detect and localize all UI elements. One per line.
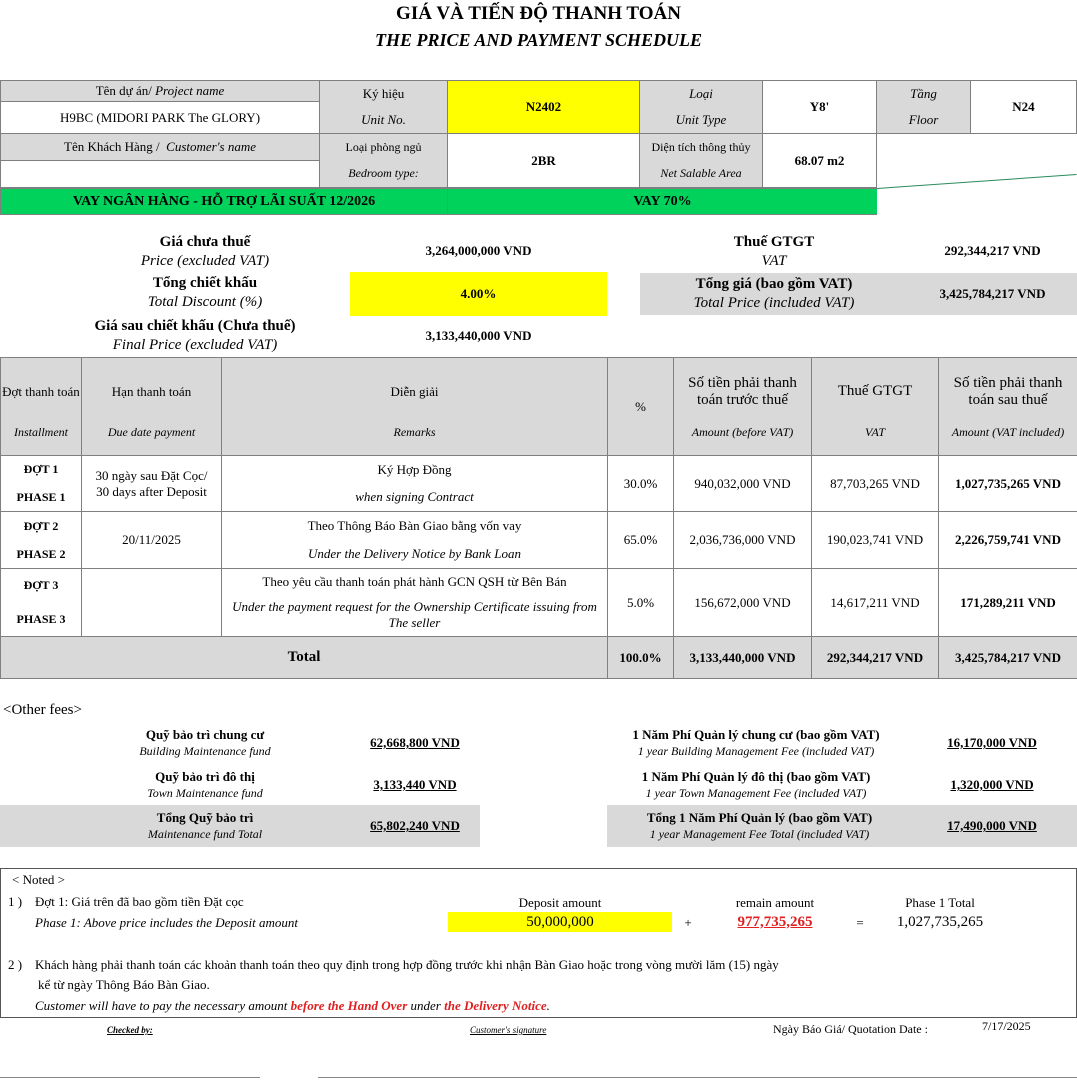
fee-left-3-label: Tổng Quỹ bảo trì Maintenance fund Total [147,810,263,841]
header-remarks: Diễn giải Remarks [222,358,608,456]
header-vat: Thuế GTGT VAT [812,358,939,456]
note-2-vn-line1: Khách hàng phải thanh toán các khoản thanh toán theo quy định trong hợp đồng trước khi nhận Bàn Giao hoặc trong vòng mười lăm (15) ngày [35,957,779,972]
fee-right-3-label: Tổng 1 Năm Phí Quản lý (bao gồm VAT) 1 year Management Fee Total (included VAT) [646,810,873,841]
discount-label: Tổng chiết khấu Total Discount (%) [147,275,263,310]
other-fees-title: <Other fees> [3,702,82,718]
type-value: Y8' [763,80,877,134]
fee-left-1-value: 62,668,800 VND [370,735,460,750]
fee-right-1-label: 1 Năm Phí Quản lý chung cư (bao gồm VAT) 1 year Building Management Fee (included VAT) [632,727,880,758]
floor-label: Tầng Floor [877,80,971,134]
fee-left-3-value: 65,802,240 VND [370,818,460,833]
customer-value [0,161,320,188]
table-row-3-pct: 5.0% [608,569,674,637]
fee-left-1-label: Quỹ bảo trì chung cư Building Maintenance fund [139,727,271,758]
table-row-1-remark: Ký Hợp Đồng when signing Contract [222,456,608,512]
note-1-en: Phase 1: Above price includes the Deposit amount [35,915,298,930]
table-row-2-vat: 190,023,741 VND [812,512,939,569]
fee-right-2-label: 1 Năm Phí Quản lý đô thị (bao gồm VAT) 1 year Town Management Fee (included VAT) [641,769,871,800]
table-row-2-pct: 65.0% [608,512,674,569]
table-row-3-due [82,569,222,637]
table-row-2-phase: ĐỢT 2 PHASE 2 [1,512,82,569]
table-row-1-due: 30 ngày sau Đặt Cọc/ 30 days after Deposit [82,456,222,512]
table-row-1-phase: ĐỢT 1 PHASE 1 [1,456,82,512]
total-pct: 100.0% [608,637,674,679]
quotation-date-value: 7/17/2025 [982,1019,1031,1033]
promo-left: VAY NGÂN HÀNG - HỖ TRỢ LÃI SUẤT 12/2026 [0,188,448,215]
fee-left-2-value: 3,133,440 VND [373,777,457,792]
diagonal-line [877,174,1077,189]
table-row-2-remark: Theo Thông Báo Bàn Giao bằng vốn vay Under the Delivery Notice by Bank Loan [222,512,608,569]
phase1-total-label: Phase 1 Total [905,895,975,910]
table-row-1-vat: 87,703,265 VND [812,456,939,512]
final-price-label: Giá sau chiết khấu (Chưa thuế) Final Price (excluded VAT) [94,318,296,353]
signature-line-right [318,1077,1077,1078]
info-block [0,80,1077,216]
title-vn: GIÁ VÀ TIẾN ĐỘ THANH TOÁN [396,3,681,24]
checked-by-label: Checked by: [107,1025,153,1035]
header-after: Số tiền phải thanh toán sau thuế Amount (VAT included) [939,358,1077,456]
price-excl-value: 3,264,000,000 VND [425,243,532,258]
table-row-2-due: 20/11/2025 [82,512,222,569]
note-1-vn: Đợt 1: Giá trên đã bao gồm tiền Đặt cọc [35,894,244,909]
header-due: Hạn thanh toán Due date payment [82,358,222,456]
title-en: THE PRICE AND PAYMENT SCHEDULE [374,30,703,50]
vat-label: Thuế GTGT VAT [733,234,815,269]
total-label: Total [1,637,608,679]
fee-left-2-label: Quỹ bảo trì đô thị Town Maintenance fund [147,769,263,800]
table-row-1-after: 1,027,735,265 VND [939,456,1077,512]
note-2-vn-line2: kể từ ngày Thông Báo Bàn Giao. [38,977,210,992]
table-row-3-vat: 14,617,211 VND [812,569,939,637]
table-row-1-pct: 30.0% [608,456,674,512]
header-pct: % [608,358,674,456]
price-excl-label: Giá chưa thuế Price (excluded VAT) [140,234,270,269]
final-price-value: 3,133,440,000 VND [425,328,532,343]
header-installment: Đợt thanh toán Installment [1,358,82,456]
total-vat: 292,344,217 VND [812,637,939,679]
floor-value: N24 [971,80,1077,134]
table-row-3-phase: ĐỢT 3 PHASE 3 [1,569,82,637]
customer-signature-label: Customer's signature [470,1025,547,1035]
table-row-3-after: 171,289,211 VND [939,569,1077,637]
signature-line-left [0,1077,260,1078]
total-before: 3,133,440,000 VND [674,637,812,679]
bedroom-value: 2BR [448,134,640,188]
note-2-en: Customer will have to pay the necessary amount before the Hand Over under the Delivery Notice. [35,998,550,1013]
note-2-number: 2 ) [8,957,23,972]
project-label: Tên dự án/ Project name [0,80,320,102]
total-price-label: Tổng giá (bao gồm VAT) Total Price (included VAT) [640,273,908,315]
remain-value: 977,735,265 [737,913,813,930]
deposit-label: Deposit amount [518,895,602,910]
total-price-value: 3,425,784,217 VND [908,273,1077,315]
total-after: 3,425,784,217 VND [939,637,1077,679]
table-row-3-before: 156,672,000 VND [674,569,812,637]
table-row-3-remark: Theo yêu cầu thanh toán phát hành GCN QSH từ Bên Bán Under the payment request for the Ownership Certificate issuing from The seller [222,569,608,637]
table-row-2-after: 2,226,759,741 VND [939,512,1077,569]
header-before: Số tiền phải thanh toán trước thuế Amount (before VAT) [674,358,812,456]
area-label: Diện tích thông thủy Net Salable Area [640,134,763,188]
notes-title: < Noted > [12,872,65,887]
fee-right-2-value: 1,320,000 VND [950,777,1034,792]
bedroom-label: Loại phòng ngủ Bedroom type: [320,134,448,188]
phase1-total-value: 1,027,735,265 [896,913,984,930]
table-row-2-before: 2,036,736,000 VND [674,512,812,569]
quotation-date-label: Ngày Báo Giá/ Quotation Date : [773,1022,928,1036]
note-1-number: 1 ) [8,894,23,909]
notes-box [0,868,1077,1018]
project-value: H9BC (MIDORI PARK The GLORY) [0,102,320,134]
table-row-1-before: 940,032,000 VND [674,456,812,512]
equals-sign: = [856,915,864,930]
remain-label: remain amount [735,895,815,910]
unit-label: Ký hiệu Unit No. [320,80,448,134]
unit-value: N2402 [448,80,640,134]
fee-right-3-value: 17,490,000 VND [947,818,1037,833]
type-label: Loại Unit Type [640,80,763,134]
customer-label: Tên Khách Hàng / Customer's name [0,134,320,161]
area-value: 68.07 m2 [763,134,877,188]
schedule-table [0,357,1077,679]
deposit-value: 50,000,000 [448,912,672,932]
vat-value: 292,344,217 VND [944,243,1041,258]
plus-sign: + [684,915,692,930]
discount-value: 4.00% [350,272,607,316]
promo-right: VAY 70% [448,188,877,215]
fee-right-1-value: 16,170,000 VND [947,735,1037,750]
